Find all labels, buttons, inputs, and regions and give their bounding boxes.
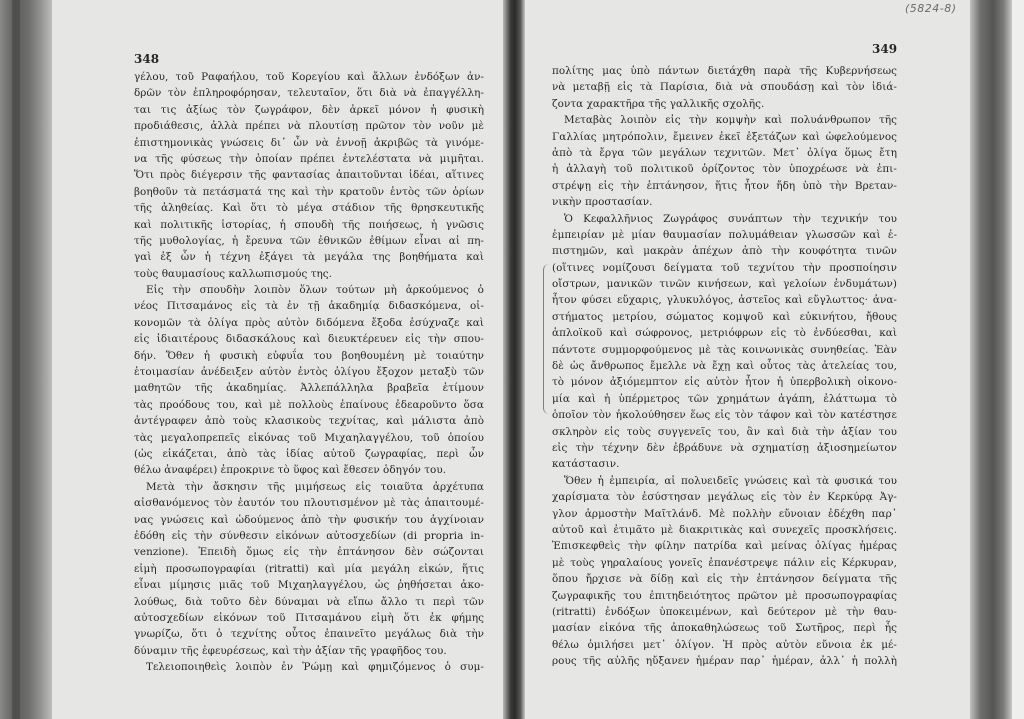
text-line: Ὅτι πρὸς διέγερσιν τῆς φαντασίας ἀπαιτοῦνται ἰδέαι, αἵτινες bbox=[134, 169, 484, 182]
text-line: ἡ ἀλλαγὴ τοῦ πολιτικοῦ ὁρίζοντος τὸν ὑποχρέωσε νὰ ἐπι- bbox=[552, 163, 897, 176]
text-line: εἰς τὴν τέχνην δὲν ἐβράδυνε νὰ σχηματίσῃ ἀξιοσημείωτον bbox=[552, 441, 897, 454]
text-line: τὸ μόνον ἀξιόμεμπτον εἰς αὐτὸν ἦτον ἡ ὑπερβολικὴ οἰκονο- bbox=[552, 376, 897, 389]
text-line: τὰς προόδους του, καὶ μὲ πολλοὺς ἐπαίνους ἐδεαροῦντο ὅσα bbox=[134, 398, 484, 411]
text-line: τῆς μυθολογίας, ἡ ἔρευνα τῶν ἐθνικῶν ἐθίμων εἶναι αἱ πη- bbox=[134, 234, 484, 247]
text-line: Μετὰ τὴν ἄσκησιν τῆς μιμήσεως εἰς τοιαῦτα ἀρχέτυπα bbox=[146, 480, 484, 493]
text-line: λούθως, διὰ τοῦτο δὲν δύναμαι νὰ εἴπω ἄλλο τι περὶ τῶν bbox=[134, 595, 484, 608]
text-line: ρους τῆς αὐλῆς ηὔξανεν ἡμέραν παρ᾽ ἡμέραν, ἀλλ᾽ ἡ πολλὴ bbox=[552, 655, 897, 668]
left-page-number: 348 bbox=[134, 52, 160, 66]
text-line: στρέψῃ εἰς τὴν ἑπτάνησον, ἥτις ἦτον ἤδη ὑπὸ τὴν Βρεταν- bbox=[552, 179, 897, 192]
text-line: εἶναι μίμησις μιᾶς τοῦ Μιχαηλαγγέλου, ὡς ῥηθήσεται ἀκο- bbox=[134, 579, 484, 592]
left-edge-shadow bbox=[0, 0, 52, 719]
text-line: μὲ τοὺς γηραλαίους γονεῖς ἐπανέστρεψε πάλιν εἰς Κέρκυραν, bbox=[552, 556, 897, 569]
text-line: πάντοτε συμμορφούμενος μὲ τὰς κοινωνικὰς συνηθείας. Ἐὰν bbox=[552, 343, 897, 356]
text-line: νὰ μεταβῇ εἰς τὰ Παρίσια, διὰ νὰ σπουδάσῃ καὶ τὸν ἰδιά- bbox=[552, 81, 897, 94]
text-line: αὐτοσχεδίων εἰκόνων τοῦ Πιτσαμάνου εἰμὴ ὅτι ἐκ φήμης bbox=[134, 611, 484, 624]
left-edge-line bbox=[12, 0, 20, 719]
right-page-number: 349 bbox=[872, 42, 898, 56]
text-line: στήματος μετρίου, σώματος κομψοῦ καὶ εὐκινήτου, ἤθους bbox=[552, 310, 897, 323]
text-line: ἐπιστημονικὰς γνώσεις δι᾽ ὧν νὰ ἐννοῇ ἀκριβῶς τὰ γινόμε- bbox=[134, 136, 484, 149]
text-line: κατάστασιν. bbox=[552, 458, 620, 471]
text-line: θέλω ὁμιλήσει μετ᾽ ὀλίγον. Ἡ πρὸς αὐτὸν εὔνοια ἐκ μέ- bbox=[552, 638, 897, 651]
text-line: καὶ πολιτικῆς ἱστορίας, ἡ σπουδὴ τῆς ποιήσεως, ἡ γνῶσις bbox=[134, 218, 484, 231]
text-line: Γαλλίας μητρόπολιν, ἔμεινεν ἐκεῖ ἐξετάζων καὶ ὠφελούμενος bbox=[552, 130, 897, 143]
text-line: ἁπλοϊκοῦ καὶ σώφρονος, μετριόφρων εἰς τὸ ἐνδύεσθαι, καὶ bbox=[552, 327, 897, 340]
text-line: οἴστρων, μανικῶν τινῶν κινήσεων, καὶ γελοίων ἐνδυμάτων) bbox=[552, 278, 897, 291]
text-line: (ὡς εἰκάζεται, ἀπὸ τὰς ἰδίας αὐτοῦ ζωγραφίας, περὶ ὧν bbox=[134, 447, 484, 460]
text-line: νέος Πιτσαμάνος εἰς τὰ ἐν τῇ ἀκαδημίᾳ διδασκόμενα, οἰ- bbox=[134, 300, 484, 313]
text-line: (ritratti) ἐνδόξων ὑποκειμένων, καὶ δεύτερον μὲ τὴν θαυ- bbox=[552, 605, 897, 618]
text-line: εἰμὴ προσωπογραφίαι (ritratti) καὶ μία μεγάλη εἰκών, ἥτις bbox=[134, 562, 484, 575]
text-line: γέλου, τοῦ Ραφαήλου, τοῦ Κορεγίου καὶ ἄλλων ἐνδόξων ἀν- bbox=[134, 71, 484, 83]
text-line: ἀντέγραφεν ἀπὸ τοὺς κλασικοὺς τεχνίτας, καὶ μάλιστα ἀπὸ bbox=[134, 415, 484, 428]
text-line: ὅπου ἤρχισε νὰ δίδῃ καὶ εἰς τὴν ἑπτάνησον δείγματα τῆς bbox=[552, 573, 897, 586]
text-line: δήν. Ὅθεν ἡ φυσικὴ εὐφυΐα του βοηθουμένη μὲ τοιαύτην bbox=[134, 349, 484, 362]
text-line: ζοντα χαρακτῆρα τῆς γαλλικῆς σχολῆς. bbox=[552, 97, 765, 110]
text-line: γνωρίζω, ὅτι ὁ τεχνίτης οὗτος ἐπαινεῖτο μεγάλως διὰ τὴν bbox=[134, 628, 484, 641]
text-line: Ὅθεν ἡ ἐμπειρία, αἱ πολυειδεῖς γνώσεις καὶ τὰ φυσικά του bbox=[564, 474, 897, 487]
text-line: μαθητῶν τῆς ἀκαδημίας. Ἀλλεπάλληλα βραβεῖα ἐτίμουν bbox=[134, 382, 484, 395]
text-line: πιστημῶν, καὶ μακρὰν ἀπέχων ἀπὸ τὴν κουφότητα τινῶν bbox=[552, 245, 897, 258]
right-paper-margin bbox=[1012, 0, 1024, 719]
right-page-text bbox=[552, 63, 897, 669]
text-line: ἐδόθη εἰς τὴν σύνθεσιν εἰκόνων αὐτοσχεδίων (di propria in- bbox=[134, 529, 484, 542]
text-line: πολίτης μας ὑπὸ πάντων διετάχθη παρὰ τῆς Κυβερνήσεως bbox=[552, 65, 897, 77]
text-line: γλον ἁρμοστὴν Μαῖτλάνδ. Μὲ πολλὴν εὔνοιαν ἐδέχθη παρ᾽ bbox=[552, 507, 897, 520]
text-line: θέλω ἀναφέρει) ἐπροκρινε τὸ ὕφος καὶ ἔθεσεν ὁδηγόν του. bbox=[134, 464, 447, 477]
text-line: κονομῶν τὰ ὀλίγα πρὸς αὐτὸν διδόμενα ἔξοδα ἐσύχναζε καὶ bbox=[134, 316, 484, 329]
text-line: να τῆς φύσεως τὴν ὁποίαν πρέπει ἐντελέστατα νὰ μιμῆται. bbox=[134, 152, 484, 165]
text-line: δρῶν τὸν ἐπληροφόρησαν, τελευταῖον, ὅτι διὰ νὰ ἐπαγγέλλη- bbox=[134, 87, 484, 100]
text-line: χαρίσματα τὸν ἐσύστησαν μεγάλως εἰς τὸν ἐν Κερκύρᾳ Ἀγ- bbox=[552, 491, 897, 504]
text-line: (οἵτινες νομίζουσι δείγματα τοῦ τεχνίτου τὴν προσποίησιν bbox=[552, 261, 897, 274]
text-line: Ὁ Κεφαλλῆνιος Ζωγράφος συνάπτων τὴν τεχνικήν του bbox=[564, 212, 897, 225]
text-line: Εἰς τὴν σπουδὴν λοιπὸν ὅλων τούτων μὴ ἀρκούμενος ὁ bbox=[146, 284, 484, 297]
text-line: σκληρὸν εἰς τοὺς συγγενεῖς του, ἂν καὶ διὰ τὴν ἀξίαν του bbox=[552, 425, 897, 438]
text-line: γαὶ ἐξ ὧν ἡ τέχνη ἐξάγει τὰ μεγάλα της βοηθήματα καὶ bbox=[134, 251, 484, 264]
right-edge-shadow bbox=[970, 0, 1012, 719]
text-line: δύναμιν τῆς ἐφευρέσεως, καὶ τὴν ἀξίαν τῆς γραφῆδος του. bbox=[134, 644, 447, 657]
text-line: ὁποῖον τὸν ἠκολούθησεν ἕως εἰς τὸν τάφον καὶ τὸν κατέστησε bbox=[552, 409, 897, 422]
text-line: Ἐπισκεφθεὶς τὴν φίλην πατρίδα καὶ μείνας ὀλίγας ἡμέρας bbox=[552, 540, 897, 553]
binding-gutter bbox=[503, 0, 525, 719]
text-line: ἑτοιμασίαν ἀνέδειξεν αὐτὸν ἐντὸς ὀλίγου ἔξοχον μεταξὺ τῶν bbox=[134, 366, 484, 379]
text-line: ἀπὸ τὰ ἔργα τῶν μεγάλων τεχνιτῶν. Μετ᾽ ὀλίγα ὅμως ἔτη bbox=[552, 146, 897, 159]
text-line: προδιάθεσις, ἀλλὰ πρέπει νὰ πλουτίσῃ πρῶτον τὸν νοῦν μὲ bbox=[134, 120, 484, 133]
text-line: ζωγραφικῆς του ἐπιτηδειότητος πρῶτον μὲ προσωπογραφίας bbox=[552, 589, 897, 602]
text-line: τὰς μεγαλοπρεπεῖς εἰκόνας τοῦ Μιχαηλαγγέλου, τοῦ ὁποίου bbox=[134, 431, 484, 444]
text-line: ται τις ἀξίως τὸν ζωγράφον, δὲν ἀρκεῖ μόνον ἡ φυσικὴ bbox=[134, 103, 484, 116]
text-line: βοηθοῦν τὰ πετάσματά της καὶ τὴν κρατοῦν ἐντὸς τῶν ὁρίων bbox=[134, 185, 484, 198]
text-line: μία καὶ ἡ ὑπέρμετρος τῶν χρημάτων ἀγάπη, ἐλάττωμα τὸ bbox=[552, 392, 897, 405]
text-line: ἦτον φύσει εὔχαρις, γλυκυλόγος, ἀστεῖος καὶ εὔγλωττος· ἀνα- bbox=[552, 294, 897, 307]
margin-pencil-mark bbox=[543, 264, 551, 414]
left-page-text bbox=[134, 69, 484, 675]
text-line: venzione). Ἐπειδὴ ὅμως εἰς τὴν ἐπτάνησον δὲν σώζονται bbox=[134, 546, 484, 559]
text-line: τοὺς θαυμασίους καλλωπισμούς της. bbox=[134, 267, 333, 280]
text-line: Μεταβὰς λοιπὸν εἰς τὴν κομψὴν καὶ πολυάνθρωπον τῆς bbox=[564, 114, 897, 127]
text-line: τῆς ἀληθείας. Καὶ ὅτι τὸ μέγα στάδιον τῆς θρησκευτικῆς bbox=[134, 202, 484, 215]
archive-reference-mark: (5824-8) bbox=[905, 2, 957, 15]
text-line: δὲ ὡς ἄνθρωπος ἔμελλε νὰ ἔχῃ καὶ οὗτος τὰς ἀτελείας του, bbox=[552, 360, 897, 373]
text-line: ἐμπειρίαν μὲ μίαν θαυμασίαν πολυμάθειαν γλωσσῶν καὶ ἐ- bbox=[552, 228, 897, 241]
text-line: Τελειοποιηθεὶς λοιπὸν ἐν Ῥώμῃ καὶ φημιζόμενος ὁ συμ- bbox=[146, 661, 484, 674]
text-line: νικὴν προστασίαν. bbox=[552, 196, 653, 209]
text-line: εἰς ἰδιαιτέρους διδασκάλους καὶ διευκτέρευεν εἰς τὴν σπου- bbox=[134, 333, 484, 346]
text-line: αἰσθανόμενος τὸν ἑαυτόν του πλουτισμένον μὲ τὰς ἀπαιτουμέ- bbox=[134, 497, 484, 510]
text-line: αὐτοῦ καὶ ἐτιμᾶτο μὲ διακριτικὰς καὶ συνεχεῖς προσκλήσεις. bbox=[552, 523, 897, 536]
text-line: νας γνώσεις καὶ ὡδούμενος ἀπὸ τὴν φυσικήν του ἀγχίνοιαν bbox=[134, 513, 484, 526]
text-line: μασίαν εἰκόνα τῆς ἀποκαθηλώσεως τοῦ Σωτῆρος, περὶ ἧς bbox=[552, 622, 897, 635]
